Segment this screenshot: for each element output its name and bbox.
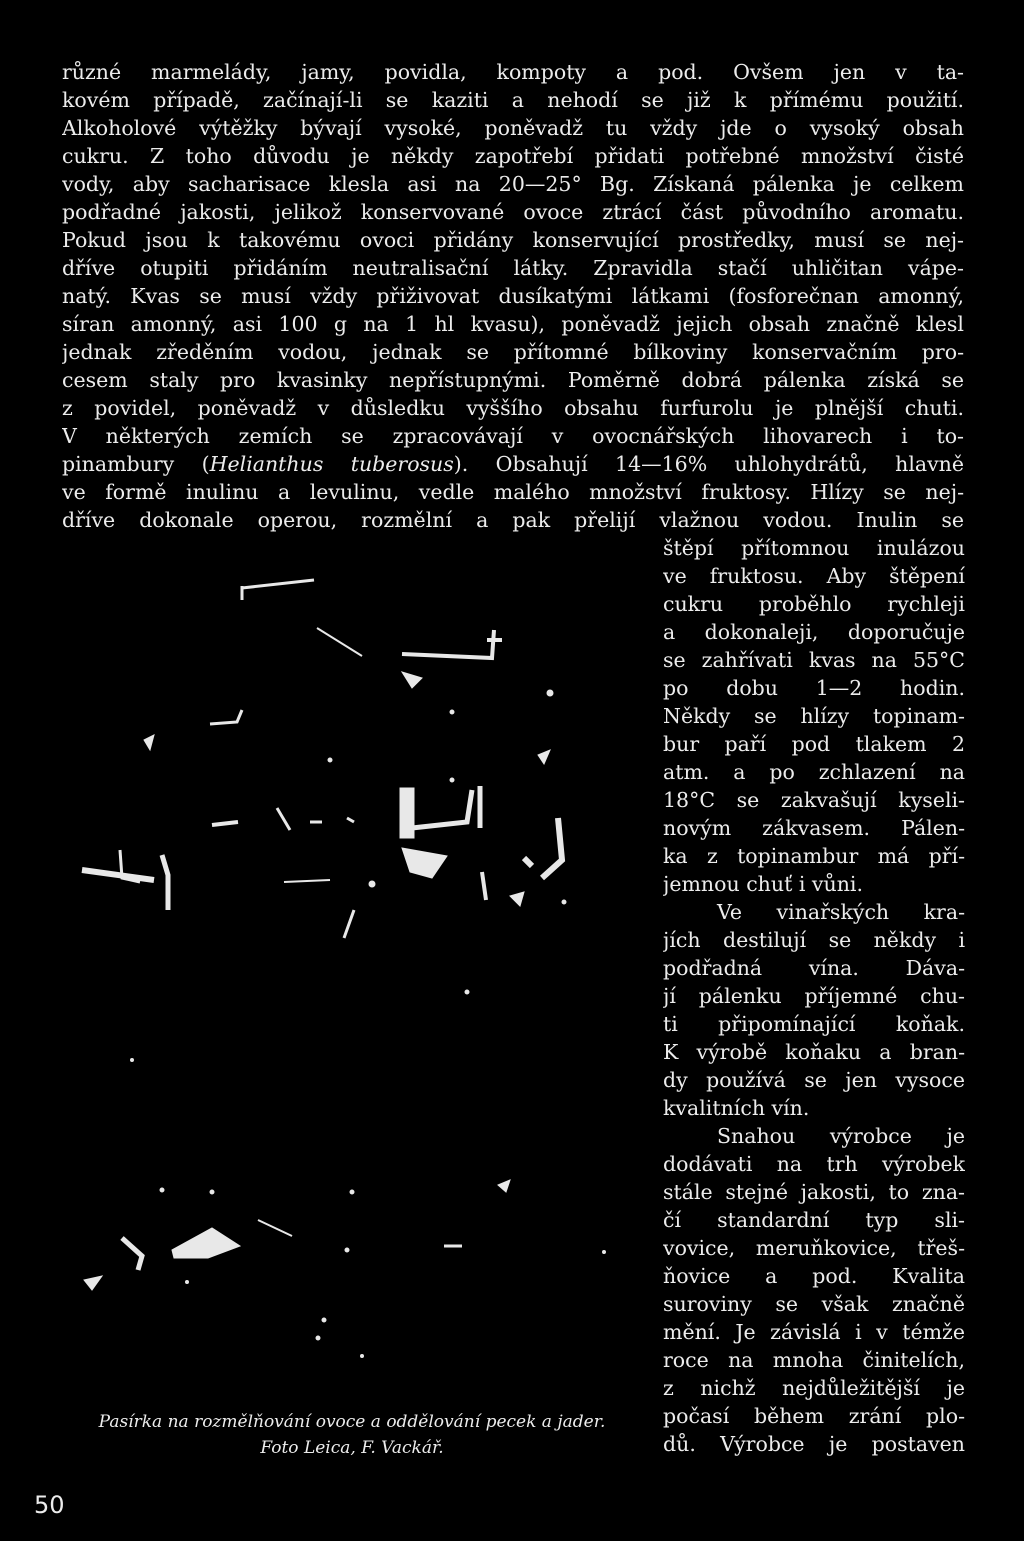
full-line-13: z povidel, poněvadž v důsledku vyššího obsahu furfurolu je plnější chuti. (62, 396, 964, 420)
column-line-24: stále stejné jakosti, to zna- (663, 1180, 965, 1204)
column-line-31: z nichž nejdůležitější je (663, 1376, 965, 1400)
full-line-2: kovém případě, začínají-li se kaziti a nehodí se již k přímému použití. (62, 88, 964, 112)
caption-line-1: Pasírka na rozmělňování ovoce a oddělování pecek a jader. (98, 1412, 606, 1432)
full-line-12: cesem staly pro kvasinky nepřístupnými. Poměrně dobrá pálenka získá se (62, 368, 964, 392)
column-line-12: ka z topinambur má pří- (663, 844, 965, 868)
column-line-21: kvalitních vín. (663, 1096, 810, 1120)
column-line-28: suroviny se však značně (663, 1292, 965, 1316)
column-line-15: jích destilují se někdy i (663, 928, 965, 952)
photo-illustration (62, 560, 622, 1360)
full-line-9: natý. Kvas se musí vždy přiživovat dusíkatými látkami (fosforečnan amonný, (62, 284, 964, 308)
full-line-11: jednak zředěním vodou, jednak se přítomné bílkoviny konservačním pro- (62, 340, 964, 364)
column-line-33: dů. Výrobce je postaven (663, 1432, 965, 1456)
full-line-17: dříve dokonale operou, rozmělní a pak přelijí vlažnou vodou. Inulin se (62, 508, 964, 532)
column-line-4: a dokonaleji, doporučuje (663, 620, 965, 644)
column-line-22: Snahou výrobce je (717, 1124, 965, 1148)
column-line-13: jemnou chuť i vůni. (663, 872, 863, 896)
column-line-6: po dobu 1—2 hodin. (663, 676, 965, 700)
column-line-23: dodávati na trh výrobek (663, 1152, 965, 1176)
full-line-1: různé marmelády, jamy, povidla, kompoty a pod. Ovšem jen v ta- (62, 60, 964, 84)
column-line-19: K výrobě koňaku a bran- (663, 1040, 965, 1064)
column-line-20: dy používá se jen vysoce (663, 1068, 965, 1092)
full-line-6: podřadné jakosti, jelikož konservované ovoce ztrácí část původního aromatu. (62, 200, 964, 224)
full-line-5: vody, aby sacharisace klesla asi na 20—25° Bg. Získaná pálenka je celkem (62, 172, 964, 196)
full-line-4: cukru. Z toho důvodu je někdy zapotřebí přidati potřebné množství čisté (62, 144, 964, 168)
column-line-7: Někdy se hlízy topinam- (663, 704, 965, 728)
column-line-27: ňovice a pod. Kvalita (663, 1264, 965, 1288)
full-line-8: dříve otupiti přidáním neutralisační látky. Zpravidla stačí uhličitan vápe- (62, 256, 964, 280)
full-line-10: síran amonný, asi 100 g na 1 hl kvasu), poněvadž jejich obsah značně klesl (62, 312, 964, 336)
column-line-2: ve fruktosu. Aby štěpení (663, 564, 965, 588)
full-line-16: ve formě inulinu a levulinu, vedle malého množství fruktosy. Hlízy se nej- (62, 480, 964, 504)
column-line-18: ti připomínající koňak. (663, 1012, 965, 1036)
full-line-14: V některých zemích se zpracovávají v ovocnářských lihovarech i to- (62, 424, 964, 448)
page-number: 50 (34, 1491, 65, 1519)
column-line-1: štěpí přítomnou inulázou (663, 536, 965, 560)
column-line-17: jí pálenku příjemné chu- (663, 984, 965, 1008)
column-line-9: atm. a po zchlazení na (663, 760, 965, 784)
column-line-26: vovice, meruňkovice, třeš- (663, 1236, 965, 1260)
full-line-3: Alkoholové výtěžky bývají vysoké, poněvadž tu vždy jde o vysoký obsah (62, 116, 964, 140)
column-line-11: novým zákvasem. Pálen- (663, 816, 965, 840)
full-line-15 (62, 450, 964, 478)
column-line-29: mění. Je závislá i v témže (663, 1320, 965, 1344)
column-line-32: počasí během zrání plo- (663, 1404, 965, 1428)
line15-before: pinambury ( (62, 452, 210, 476)
column-line-14: Ve vinařských kra- (717, 900, 965, 924)
column-line-25: čí standardní typ sli- (663, 1208, 965, 1232)
column-line-16: podřadná vína. Dáva- (663, 956, 965, 980)
caption-line-2: Foto Leica, F. Vackář. (260, 1438, 444, 1458)
column-line-3: cukru proběhlo rychleji (663, 592, 965, 616)
column-line-10: 18°C se zakvašují kyseli- (663, 788, 965, 812)
column-line-30: roce na mnoha činitelích, (663, 1348, 965, 1372)
latin-name: Helianthus tuberosus (209, 452, 454, 476)
line15-after: ). Obsahují 14—16% uhlohydrátů, hlavně (453, 452, 964, 476)
column-line-8: bur paří pod tlakem 2 (663, 732, 965, 756)
full-line-7: Pokud jsou k takovému ovoci přidány konservující prostředky, musí se nej- (62, 228, 964, 252)
column-line-5: se zahřívati kvas na 55°C (663, 648, 965, 672)
